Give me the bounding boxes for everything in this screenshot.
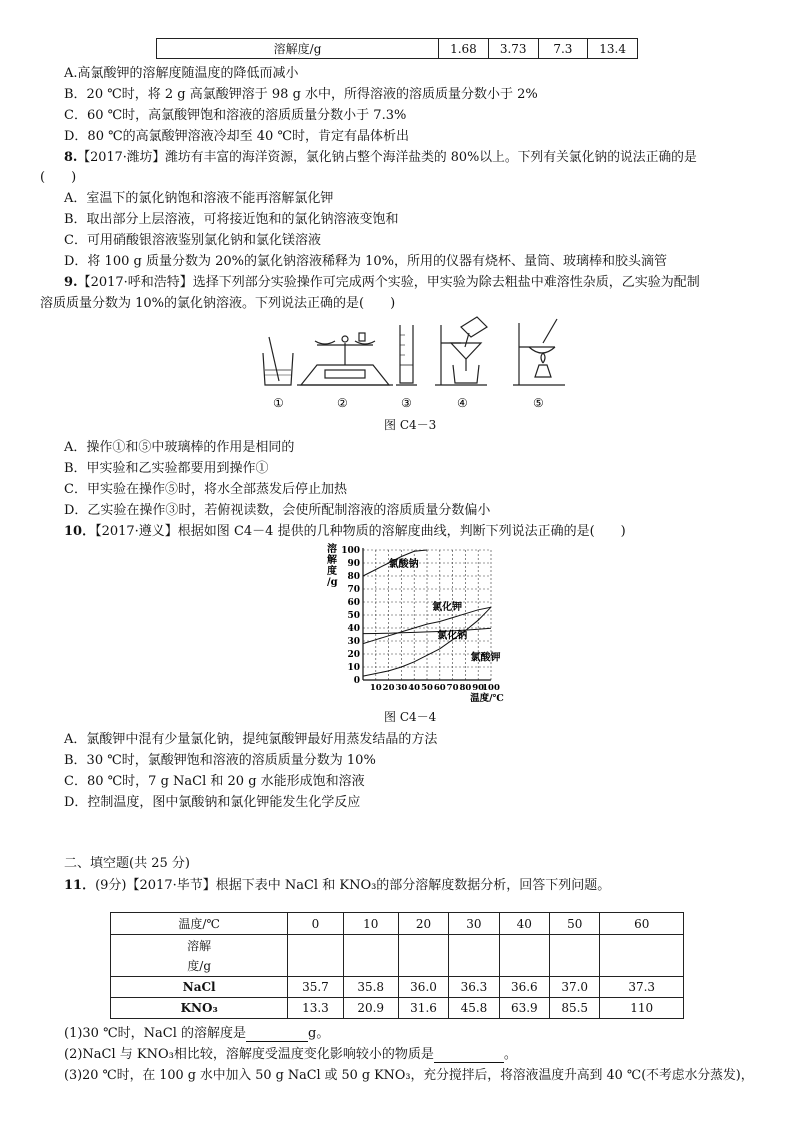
table-header: 温度/℃ xyxy=(111,913,288,935)
table-header: 20 xyxy=(398,913,448,935)
q9-option-d: D．乙实验在操作③时，若俯视读数，会使所配制溶液的溶质质量分数偏小 xyxy=(64,503,491,518)
q9-option-c: C．甲实验在操作⑤时，将水全部蒸发后停止加热 xyxy=(64,482,347,497)
x-tick-label: 70 xyxy=(446,683,459,693)
x-tick-label: 40 xyxy=(408,683,421,693)
q8-option-c: C．可用硝酸银溶液鉴别氯化钠和氯化镁溶液 xyxy=(64,233,321,248)
answer-blank[interactable] xyxy=(434,1047,504,1063)
x-tick-label: 50 xyxy=(421,683,433,693)
table-row-label: KNO₃ xyxy=(111,998,288,1019)
figure-caption-c4-3: 图 C4－3 xyxy=(384,418,437,432)
y-axis-label: /g xyxy=(327,577,338,588)
table-row: NaCl 35.7 35.8 36.0 36.3 36.6 37.0 37.3 xyxy=(111,977,684,998)
q8-stem xyxy=(64,146,697,165)
table-cell: 7.3 xyxy=(538,39,588,59)
answer-blank[interactable] xyxy=(246,1026,308,1042)
x-tick-label: 30 xyxy=(395,683,408,693)
table-row: KNO₃ 13.3 20.9 31.6 45.8 63.9 85.5 110 xyxy=(111,998,684,1019)
q11-sub3: (3)20 ℃时，在 100 g 水中加入 50 g NaCl 或 50 g KNO₃，充分搅拌后，将溶液温度升高到 40 ℃(不考虑水分蒸发)， xyxy=(64,1068,754,1083)
q7-option-b: B．20 ℃时，将 2 g 高氯酸钾溶于 98 g 水中，所得溶液的溶质质量分数小于 2% xyxy=(64,87,538,102)
figure-label: ⑤ xyxy=(533,396,544,410)
y-tick-label: 20 xyxy=(347,650,360,660)
y-tick-label: 60 xyxy=(347,598,360,608)
table-row-label: 溶解 度/g xyxy=(111,935,288,977)
q10-option-b: B．30 ℃时，氯酸钾饱和溶液的溶质质量分数为 10% xyxy=(64,753,376,768)
figure-label: ② xyxy=(337,396,348,410)
q8-number: 8. xyxy=(64,150,78,165)
series-label: 氯酸钾 xyxy=(470,652,501,664)
q11-stem-text: (9分)【2017·毕节】根据下表中 NaCl 和 KNO₃的部分溶解度数据分析，回答下列问题。 xyxy=(95,878,611,893)
q8-answer-paren: ( ) xyxy=(40,170,77,185)
x-tick-label: 60 xyxy=(433,683,446,693)
x-tick-label: 90 xyxy=(472,683,485,693)
q7-option-a: A.高氯酸钾的溶解度随温度的降低而减小 xyxy=(64,66,299,81)
q10-number: 10． xyxy=(64,524,96,539)
table-cell: 3.73 xyxy=(488,39,538,59)
table-header: 60 xyxy=(600,913,684,935)
y-axis-label: 溶 xyxy=(327,544,337,555)
q10-option-d: D．控制温度，图中氯酸钠和氯化钾能发生化学反应 xyxy=(64,795,361,810)
figure-label: ③ xyxy=(401,396,412,410)
solubility-chart xyxy=(315,540,515,705)
y-axis-label: 度 xyxy=(327,566,337,577)
q11-sub1: (1)30 ℃时，NaCl 的溶解度是 g。 xyxy=(64,1026,330,1041)
q11-stem xyxy=(64,874,610,893)
q9-stem-line1 xyxy=(64,271,700,290)
y-tick-label: 100 xyxy=(341,546,360,556)
y-tick-label: 30 xyxy=(347,637,360,647)
q10-option-c: C．80 ℃时，7 g NaCl 和 20 g 水能形成饱和溶液 xyxy=(64,774,365,789)
table-cell: 13.4 xyxy=(588,39,638,59)
q11-sub2: (2)NaCl 与 KNO₃相比较，溶解度受温度变化影响较小的物质是 。 xyxy=(64,1047,517,1062)
q9-option-a: A．操作①和⑤中玻璃棒的作用是相同的 xyxy=(64,440,295,455)
y-tick-label: 0 xyxy=(353,676,360,686)
q8-option-a: A．室温下的氯化钠饱和溶液不能再溶解氯化钾 xyxy=(64,191,334,206)
apparatus-figure xyxy=(255,315,575,415)
q8-option-b: B．取出部分上层溶液，可将接近饱和的氯化钠溶液变饱和 xyxy=(64,212,399,227)
series-line-氯酸钾 xyxy=(363,607,491,676)
series-label: 氯酸钠 xyxy=(388,558,419,570)
table-header: 50 xyxy=(550,913,600,935)
y-tick-label: 40 xyxy=(347,624,360,634)
filtration-icon xyxy=(435,317,487,385)
figure-label: ① xyxy=(273,396,284,410)
series-label: 氯化钾 xyxy=(432,601,463,613)
x-axis-label: 温度/℃ xyxy=(470,693,504,704)
y-tick-label: 90 xyxy=(347,559,360,569)
q8-option-d: D．将 100 g 质量分数为 20%的氯化钠溶液稀释为 10%，所用的仪器有烧杯、量筒、玻璃棒和胶头滴管 xyxy=(64,254,668,269)
q9-option-b: B．甲实验和乙实验都要用到操作① xyxy=(64,461,269,476)
solubility-table-q11 xyxy=(110,912,684,1019)
beaker-stirring-icon xyxy=(263,337,293,385)
table-label: 溶解度/g xyxy=(157,39,439,59)
q10-stem-text: 【2017·遵义】根据如图 C4－4 提供的几种物质的溶解度曲线，判断下列说法正确的是( ) xyxy=(95,524,626,539)
table-row-label: NaCl xyxy=(111,977,288,998)
table-header: 0 xyxy=(288,913,343,935)
y-tick-label: 50 xyxy=(347,611,360,621)
solubility-table-top xyxy=(156,38,638,59)
figure-caption-c4-4: 图 C4－4 xyxy=(384,710,437,724)
y-tick-label: 80 xyxy=(347,572,360,582)
y-axis-label: 解 xyxy=(327,555,337,566)
table-header: 40 xyxy=(499,913,549,935)
y-tick-label: 70 xyxy=(347,585,360,595)
q9-stem-text: 【2017·呼和浩特】选择下列部分实验操作可完成两个实验，甲实验为除去粗盐中难溶性杂质，乙实验为配制 xyxy=(77,275,700,290)
table-header: 10 xyxy=(343,913,398,935)
q8-stem-text: 【2017·潍坊】潍坊有丰富的海洋资源，氯化钠占整个海洋盐类的 80%以上。下列有关氯化钠的说法正确的是 xyxy=(77,150,697,165)
figure-label: ④ xyxy=(457,396,468,410)
q10-stem xyxy=(64,520,626,539)
q10-option-a: A．氯酸钾中混有少量氯化钠，提纯氯酸钾最好用蒸发结晶的方法 xyxy=(64,732,438,747)
table-cell: 1.68 xyxy=(439,39,489,59)
q7-option-d: D．80 ℃的高氯酸钾溶液冷却至 40 ℃时，肯定有晶体析出 xyxy=(64,129,409,144)
x-tick-label: 80 xyxy=(459,683,472,693)
x-tick-label: 20 xyxy=(382,683,395,693)
y-tick-label: 10 xyxy=(347,663,360,673)
section-title: 二、填空题(共 25 分) xyxy=(64,856,190,871)
q11-number: 11． xyxy=(64,878,96,893)
q9-stem-line2: 溶质质量分数为 10%的氯化钠溶液。下列说法正确的是( ) xyxy=(40,296,396,311)
measuring-cylinder-icon xyxy=(396,325,417,385)
q9-number: 9. xyxy=(64,275,78,290)
series-label: 氯化钠 xyxy=(437,630,468,642)
balance-icon xyxy=(297,333,393,385)
evaporation-icon xyxy=(513,319,565,385)
x-tick-label: 10 xyxy=(369,683,382,693)
q7-option-c: C．60 ℃时，高氯酸钾饱和溶液的溶质质量分数小于 7.3% xyxy=(64,108,407,123)
x-tick-label: 100 xyxy=(482,683,500,693)
table-header: 30 xyxy=(449,913,499,935)
